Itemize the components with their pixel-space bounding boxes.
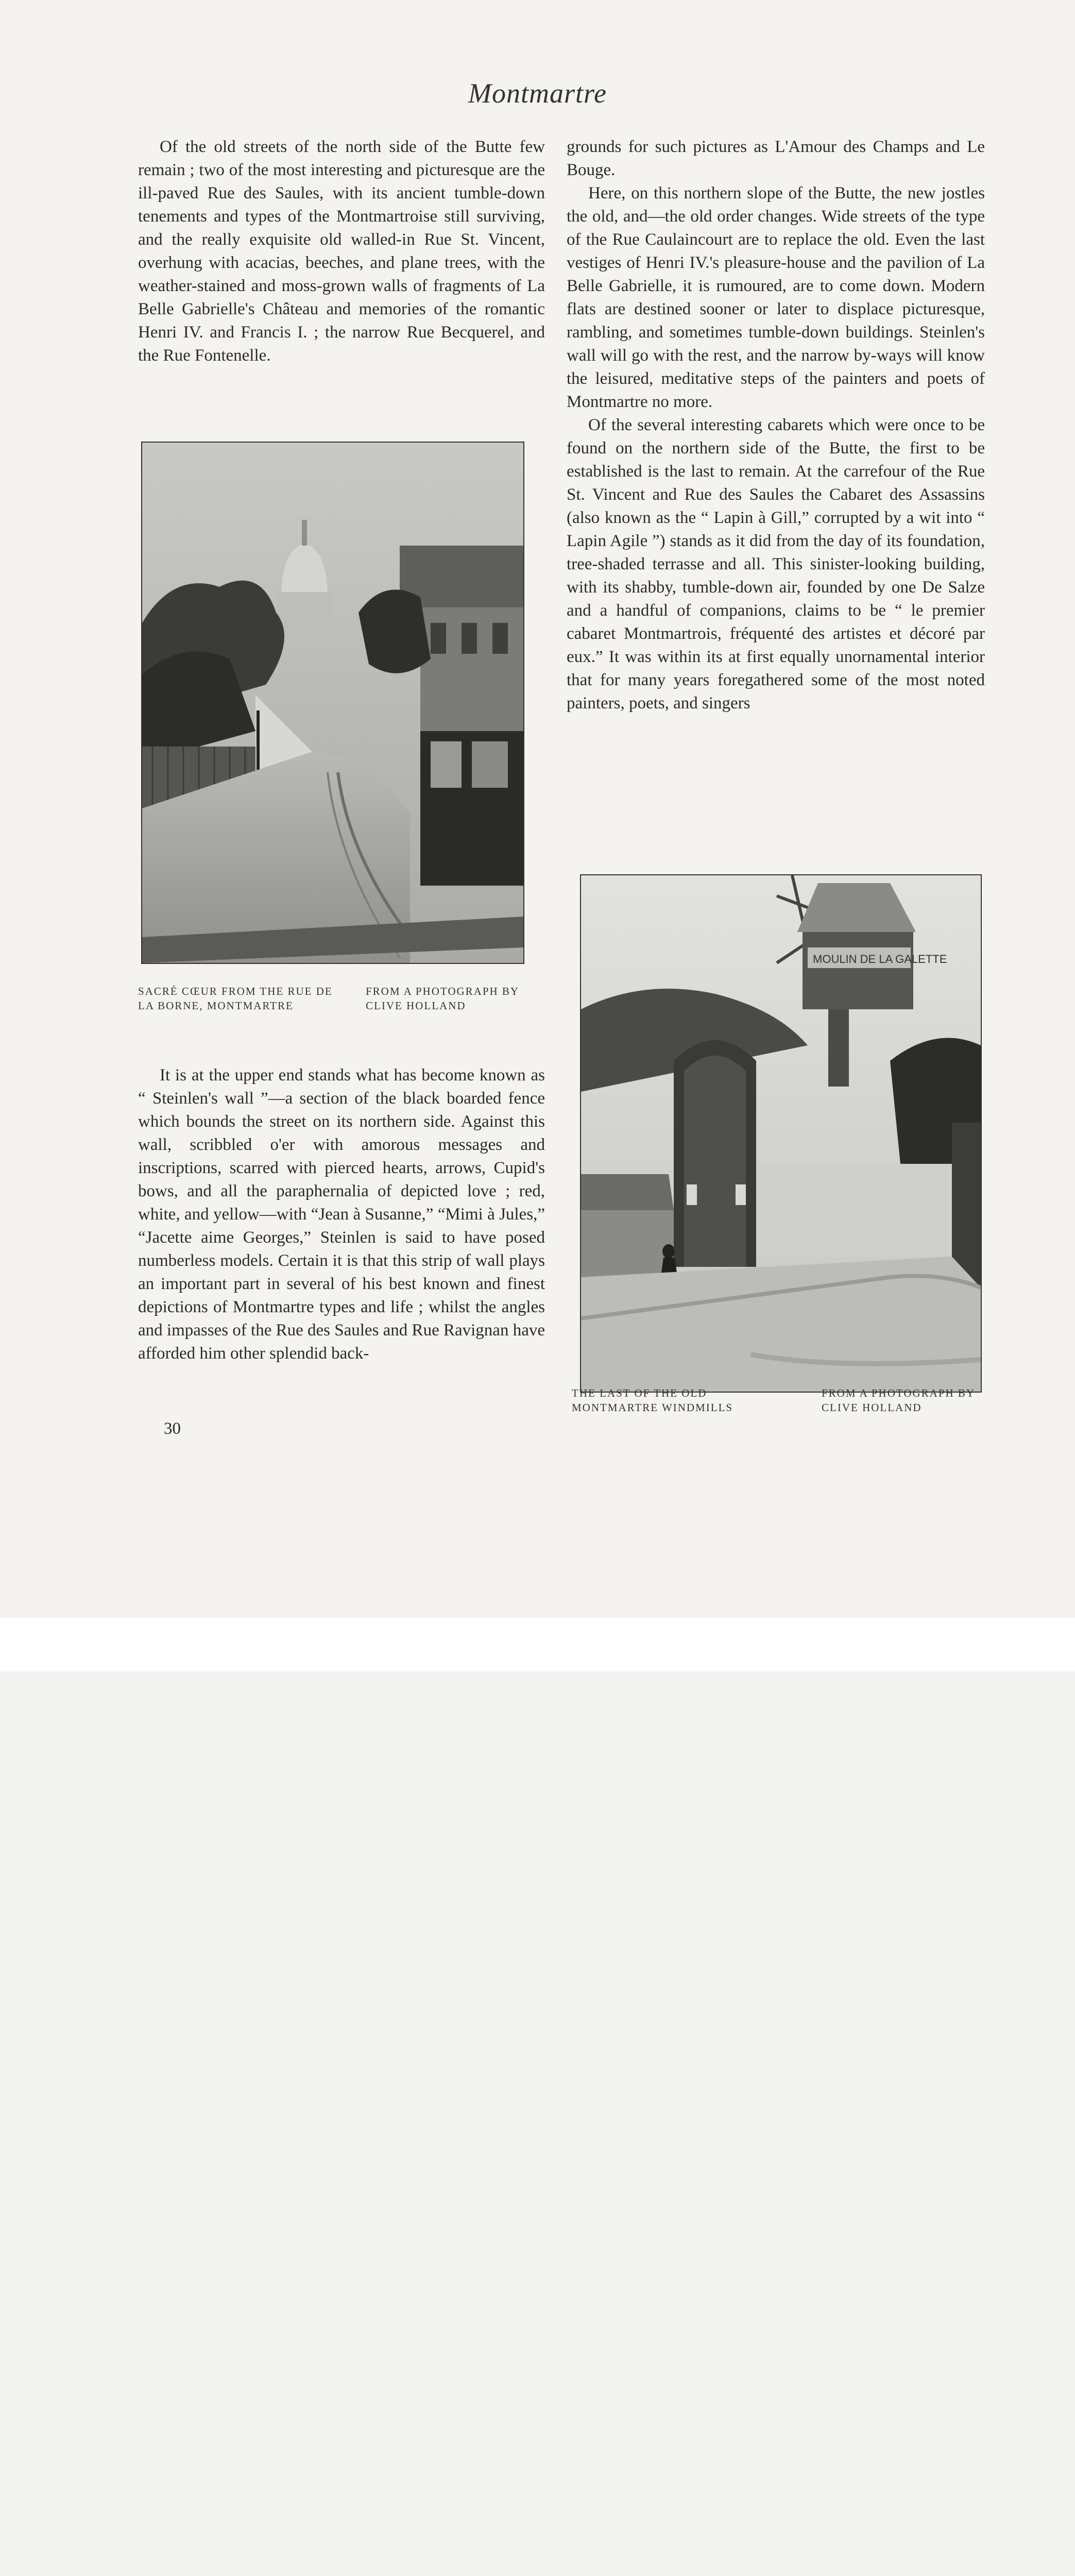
left-column-bottom (138, 1064, 545, 1365)
paragraph: It is at the upper end stands what has become known as “ Steinlen's wall ”—a section of the black boarded fence which bounds the street on its northern side. Against this wall, scribbled o'er with amorous messages and inscriptions, scarred with pierced hearts, arrows, Cupid's bows, and all the paraphernalia of depicted love ; red, white, and yellow—with “Jean à Susanne,” “Mimi à Jules,” “Jacette aime Georges,” Steinlen is said to have posed numberless models. Certain it is that this strip of wall plays an important part in several of his best known and finest depictions of Montmartre types and life ; whilst the angles and impasses of the Rue des Saules and Rue Ravignan have afforded him other splendid back- (138, 1066, 545, 1363)
windmill-sign: MOULIN DE LA GALETTE (813, 953, 947, 965)
digitization-footer (0, 1618, 1075, 1671)
photo-sacre-coeur-image (142, 443, 523, 963)
photo-caption-credit: FROM A PHOTOGRAPH BY CLIVE HOLLAND (822, 1387, 975, 1414)
photo-caption-credit: FROM A PHOTOGRAPH BY CLIVE HOLLAND (366, 985, 519, 1012)
left-column-top (138, 135, 545, 367)
photo-sacre-coeur (141, 442, 524, 964)
page-number: 30 (164, 1419, 181, 1438)
paragraph: Of the several interesting cabarets which were once to be found on the northern side of the Butte, the first to be established is the last to remain. At the carrefour of the Rue St. Vincent and Rue des Saules the Cabaret des Assassins (also known as the “ Lapin à Gill,” corrupted by a wit into “ Lapin Agile ”) stands as it did from the day of its foundation, tree-shaded terrasse and all. This sinister-looking building, with its shabby, tumble-down air, founded by one De Salze and a handful of companions, claims to be “ le premier cabaret Montmartrois, fréquenté des artistes et décoré par eux.” It was within its at first equally unornamental interior that for many years foregathered some of the most noted painters, poets, and singers (567, 416, 985, 713)
photo-windmill-image (581, 875, 981, 1392)
paragraph: Of the old streets of the north side of the Butte few remain ; two of the most interesting and picturesque are the ill-paved Rue des Saules, with its ancient tumble-down tenements and types of the Montmartroise still surviving, and the really exquisite old walled-in Rue St. Vincent, overhung with acacias, beeches, and plane trees, with the weather-stained and moss-grown walls of fragments of La Belle Gabrielle's Château and memories of the romantic Henri IV. and Francis I. ; the narrow Rue Becquerel, and the Rue Fontenelle. (138, 138, 545, 365)
photo-windmill (580, 874, 982, 1393)
right-column (567, 135, 985, 715)
paragraph: grounds for such pictures as L'Amour des Champs and Le Bouge. (567, 138, 985, 179)
photo-caption-title: THE LAST OF THE OLD MONTMARTRE WINDMILLS (572, 1387, 733, 1414)
photo-caption-title: SACRÉ CŒUR FROM THE RUE DE LA BORNE, MONTMARTRE (138, 985, 333, 1012)
paragraph: Here, on this northern slope of the Butte, the new jostles the old, and—the old order changes. Wide streets of the type of the Rue Caulaincourt are to replace the old. Even the last vestiges of Henri IV.'s pleasure-house and the pavilion of La Belle Gabrielle, it is rumoured, are to come down. Modern flats are destined sooner or later to displace picturesque, rambling, and sometimes tumble-down buildings. Steinlen's wall will go with the rest, and the narrow by-ways will know the leisured, meditative steps of the painters and poets of Montmartre no more. (567, 184, 985, 411)
running-title: Montmartre (468, 78, 607, 109)
